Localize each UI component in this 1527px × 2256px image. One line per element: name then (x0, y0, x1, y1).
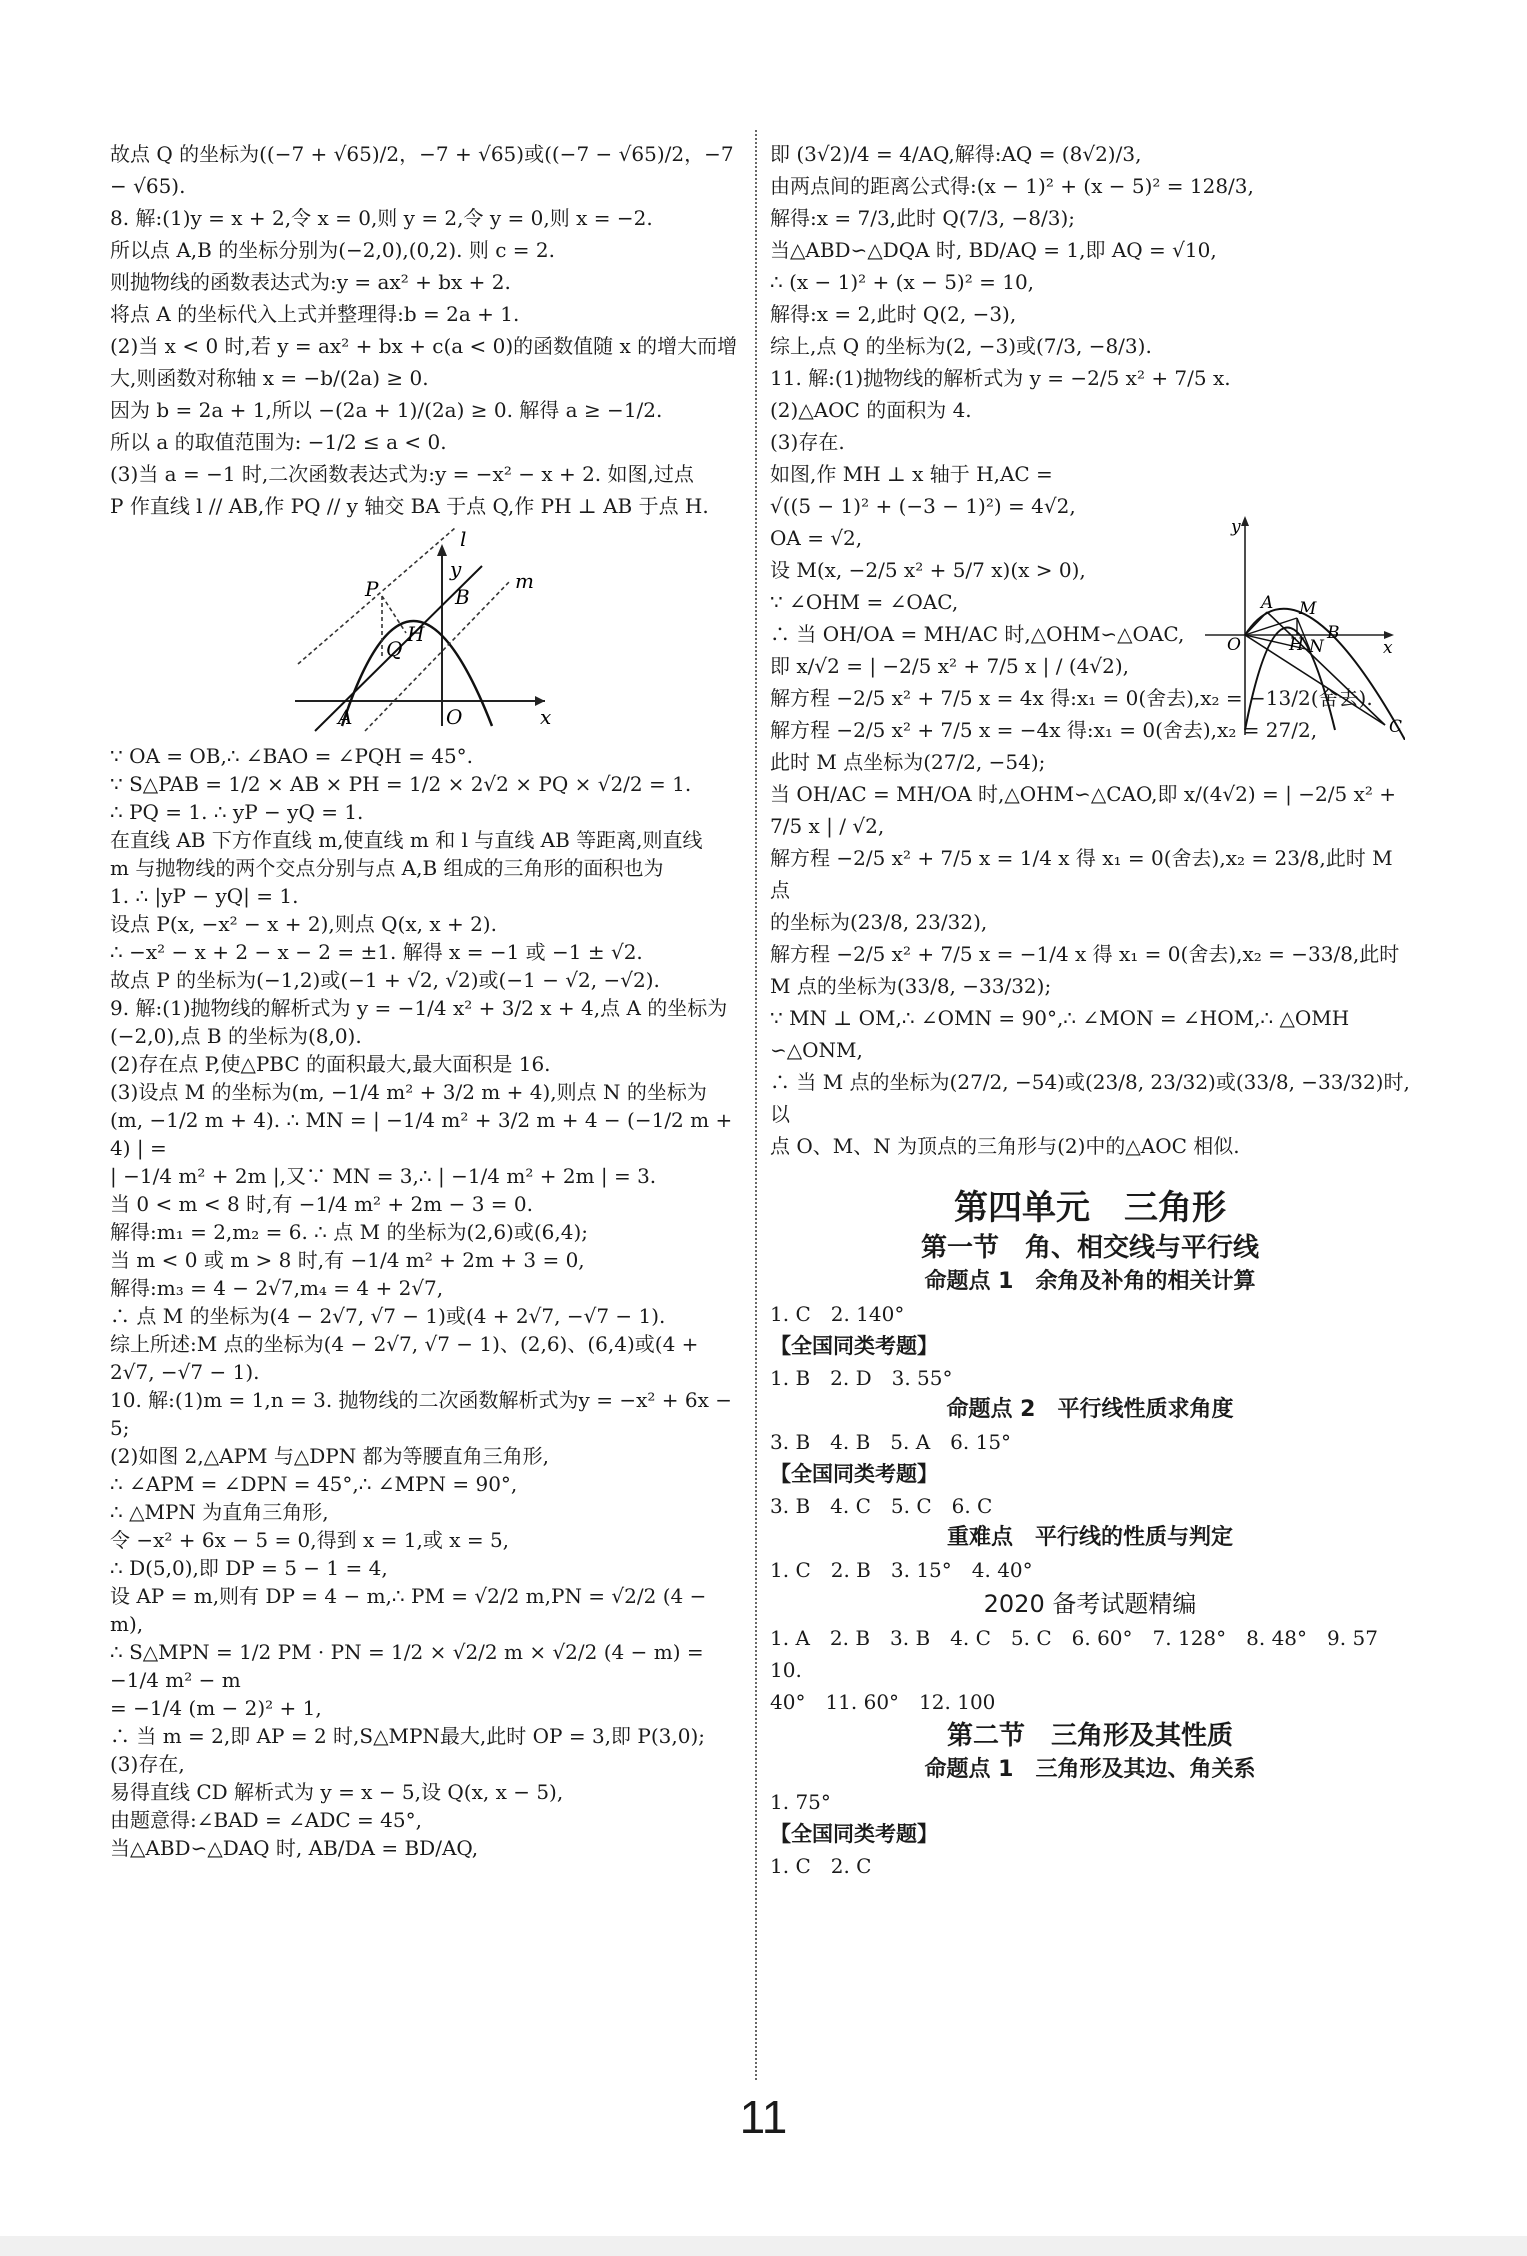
text-line: 综上,点 Q 的坐标为(2, −3)或(7/3, −8/3). (770, 334, 1152, 358)
parabola-figure-q11 (1205, 510, 1405, 740)
label-l: l (460, 527, 467, 551)
text-line: ∵ ∠OHM = ∠OAC, (770, 590, 959, 614)
text-line: 解方程 −2/5 x² + 7/5 x = −4x 得:x₁ = 0(舍去),x₂ = 27/2, (770, 718, 1318, 742)
text-line: ∴ S△MPN = 1/2 PM · PN = 1/2 × √2/2 m × √2/2 (4 − m) = −1/4 m² − m (110, 1640, 710, 1692)
text-line: 解得:m₁ = 2,m₂ = 6. ∴ 点 M 的坐标为(2,6)或(6,4); (110, 1220, 589, 1244)
label-c: C (1389, 717, 1403, 737)
text-line: 故点 P 的坐标为(−1,2)或(−1 + √2, √2)或(−1 − √2, −√2). (110, 968, 660, 992)
left-column (110, 138, 740, 1862)
parabola-graph-q8 (110, 526, 740, 736)
text-line: 解方程 −2/5 x² + 7/5 x = 4x 得:x₁ = 0(舍去),x₂ = −13/2(舍去). (770, 686, 1373, 710)
page-number: 11 (739, 2091, 788, 2143)
text-line: 故点 Q 的坐标为((−7 + √65)/2，−7 + √65)或((−7 − √65)/2，−7 − √65). (110, 142, 740, 198)
text-line: 即 (3√2)/4 = 4/AQ,解得:AQ = (8√2)/3, (770, 142, 1142, 166)
text-line: ∵ OA = OB,∴ ∠BAO = ∠PQH = 45°. (110, 744, 474, 768)
text-line: 点 O、M、N 为顶点的三角形与(2)中的△AOC 相似. (770, 1134, 1240, 1158)
text-line: √((5 − 1)² + (−3 − 1)²) = 4√2, (770, 494, 1076, 518)
text-line: ∴ △MPN 为直角三角形, (110, 1500, 329, 1524)
text-line: 由题意得:∠BAD = ∠ADC = 45°, (110, 1808, 422, 1832)
s2-topic1-answers: 1. 75° (770, 1790, 831, 1814)
text-line: 将点 A 的坐标代入上式并整理得:b = 2a + 1. (110, 302, 520, 326)
national-label-1: 【全国同类考题】 (770, 1334, 938, 1358)
label-x: x (540, 705, 552, 729)
label-a: A (338, 705, 353, 729)
text-line: 如图,作 MH ⊥ x 轴于 H,AC = (770, 462, 1053, 486)
text-line: ∴ 当 OH/OA = MH/AC 时,△OHM∽△OAC, (770, 622, 1185, 646)
text-line: 易得直线 CD 解析式为 y = x − 5,设 Q(x, x − 5), (110, 1780, 564, 1804)
label-b: B (1327, 623, 1340, 643)
left-text-block-2 (110, 742, 740, 1862)
label-b: B (455, 585, 470, 609)
text-line: (2)当 x < 0 时,若 y = ax² + bx + c(a < 0)的函数值随 x 的增大而增 (110, 334, 738, 358)
text-line: 所以点 A,B 的坐标分别为(−2,0),(0,2). 则 c = 2. (110, 238, 555, 262)
text-line: 此时 M 点坐标为(27/2, −54); (770, 750, 1046, 774)
text-line: 令 −x² + 6x − 5 = 0,得到 x = 1,或 x = 5, (110, 1528, 510, 1552)
text-line: (3)设点 M 的坐标为(m, −1/4 m² + 3/2 m + 4),则点 N 的坐标为 (110, 1080, 707, 1104)
text-line: 则抛物线的函数表达式为:y = ax² + bx + 2. (110, 270, 511, 294)
text-line: (m, −1/2 m + 4). ∴ MN = | −1/4 m² + 3/2 m + 4 − (−1/2 m + 4) | = (110, 1108, 739, 1160)
prep-answers-2: 40° 11. 60° 12. 100 (770, 1690, 996, 1714)
text-line: 解得:m₃ = 4 − 2√7,m₄ = 4 + 2√7, (110, 1276, 444, 1300)
text-line: ∵ S△PAB = 1/2 × AB × PH = 1/2 × 2√2 × PQ × √2/2 = 1. (110, 772, 692, 796)
prep-answers-1: 1. A 2. B 3. B 4. C 5. C 6. 60° 7. 128° 8. 48° 9. 57 10. (770, 1626, 1398, 1682)
key-point-answers: 1. C 2. B 3. 15° 4. 40° (770, 1558, 1033, 1582)
text-line: 当△ABD∽△DQA 时, BD/AQ = 1,即 AQ = √10, (770, 238, 1217, 262)
text-line: 因为 b = 2a + 1,所以 −(2a + 1)/(2a) ≥ 0. 解得 a ≥ −1/2. (110, 398, 663, 422)
text-line: 由两点间的距离公式得:(x − 1)² + (x − 5)² = 128/3, (770, 174, 1254, 198)
y-axis-arrow (437, 544, 447, 556)
text-line: (3)存在, (110, 1752, 185, 1776)
label-h: H (407, 622, 425, 646)
text-line: m 与抛物线的两个交点分别与点 A,B 组成的三角形的面积也为 (110, 856, 664, 880)
text-line: 1. ∴ |yP − yQ| = 1. (110, 884, 299, 908)
label-y: y (450, 557, 462, 581)
text-line: 解得:x = 2,此时 Q(2, −3), (770, 302, 1017, 326)
text-line: P 作直线 l // AB,作 PQ // y 轴交 BA 于点 Q,作 PH ⊥ AB 于点 H. (110, 494, 709, 518)
topic1-answers: 1. C 2. 140° (770, 1302, 905, 1326)
national2-answers: 3. B 4. C 5. C 6. C (770, 1494, 993, 1518)
text-line: ∴ 当 M 点的坐标为(27/2, −54)或(23/8, 23/32)或(33/8, −33/32)时,以 (770, 1070, 1410, 1126)
text-line: ∵ MN ⊥ OM,∴ ∠OMN = 90°,∴ ∠MON = ∠HOM,∴ △OMH (770, 1006, 1350, 1030)
s2-topic1-title: 命题点 1 三角形及其边、角关系 (924, 1757, 1256, 1782)
label-x: x (1383, 638, 1393, 658)
topic2-title: 命题点 2 平行线性质求角度 (946, 1397, 1234, 1422)
text-line: ∴ 点 M 的坐标为(4 − 2√7, √7 − 1)或(4 + 2√7, −√7 − 1). (110, 1304, 666, 1328)
label-m: M (1299, 599, 1317, 619)
text-line: 9. 解:(1)抛物线的解析式为 y = −1/4 x² + 3/2 x + 4,点 A 的坐标为 (110, 996, 728, 1020)
text-line: ∽△ONM, (770, 1038, 863, 1062)
label-q: Q (386, 637, 403, 661)
text-line: 在直线 AB 下方作直线 m,使直线 m 和 l 与直线 AB 等距离,则直线 (110, 828, 703, 852)
national-label-2: 【全国同类考题】 (770, 1462, 938, 1486)
text-line: (2)△AOC 的面积为 4. (770, 398, 972, 422)
label-p: P (365, 577, 379, 601)
label-h: H (1289, 635, 1304, 655)
label-n: N (1309, 637, 1324, 657)
text-line: M 点的坐标为(33/8, −33/32); (770, 974, 1052, 998)
text-line: 即 x/√2 = | −2/5 x² + 7/5 x | / (4√2), (770, 654, 1130, 678)
text-line: 设 M(x, −2/5 x² + 5/7 x)(x > 0), (770, 558, 1086, 582)
text-line: = −1/4 (m − 2)² + 1, (110, 1696, 322, 1720)
text-line: ∴ (x − 1)² + (x − 5)² = 10, (770, 270, 1035, 294)
text-line: ∴ D(5,0),即 DP = 5 − 1 = 4, (110, 1556, 388, 1580)
text-line: 大,则函数对称轴 x = −b/(2a) ≥ 0. (110, 366, 429, 390)
text-line: (−2,0),点 B 的坐标为(8,0). (110, 1024, 362, 1048)
label-o: O (446, 705, 463, 729)
column-divider (755, 130, 757, 2080)
text-line: (3)存在. (770, 430, 845, 454)
text-line: 当△ABD∽△DAQ 时, AB/DA = BD/AQ, (110, 1836, 479, 1860)
national1-answers: 1. B 2. D 3. 55° (770, 1366, 953, 1390)
key-point-title: 重难点 平行线的性质与判定 (946, 1525, 1233, 1550)
section1-title: 第一节 角、相交线与平行线 (920, 1233, 1259, 1263)
label-a: A (1261, 593, 1274, 613)
text-line: 综上所述:M 点的坐标为(4 − 2√7, √7 − 1)、(2,6)、(6,4)或(4 + (110, 1332, 699, 1356)
text-line: 8. 解:(1)y = x + 2,令 x = 0,则 y = 2,令 y = 0,则 x = −2. (110, 206, 653, 230)
text-line: 解方程 −2/5 x² + 7/5 x = 1/4 x 得 x₁ = 0(舍去),x₂ = 23/8,此时 M 点 (770, 846, 1399, 902)
text-line: ∴ 当 m = 2,即 AP = 2 时,S△MPN最大,此时 OP = 3,即 P(3,0); (110, 1724, 706, 1748)
text-line: 当 m < 0 或 m > 8 时,有 −1/4 m² + 2m + 3 = 0, (110, 1248, 585, 1272)
text-line: 解方程 −2/5 x² + 7/5 x = −1/4 x 得 x₁ = 0(舍去),x₂ = −33/8,此时 (770, 942, 1400, 966)
page-edge (0, 2236, 1527, 2256)
text-line: (3)当 a = −1 时,二次函数表达式为:y = −x² − x + 2. 如图,过点 (110, 462, 694, 486)
topic1-title: 命题点 1 余角及补角的相关计算 (924, 1269, 1256, 1294)
text-line: 的坐标为(23/8, 23/32), (770, 910, 988, 934)
label-y: y (1231, 517, 1241, 537)
text-line: 设 AP = m,则有 DP = 4 − m,∴ PM = √2/2 m,PN = √2/2 (4 − m), (110, 1584, 713, 1636)
prep-title: 2020 备考试题精编 (983, 1590, 1197, 1618)
label-m: m (515, 569, 534, 593)
text-line: (2)如图 2,△APM 与△DPN 都为等腰直角三角形, (110, 1444, 549, 1468)
label-o: O (1227, 635, 1241, 655)
text-line: ∴ −x² − x + 2 − x − 2 = ±1. 解得 x = −1 或 −1 ± √2. (110, 940, 643, 964)
text-line: 当 0 < m < 8 时,有 −1/4 m² + 2m − 3 = 0. (110, 1192, 533, 1216)
text-line: 当 OH/AC = MH/OA 时,△OHM∽△CAO,即 x/(4√2) = | −2/5 x² + 7/5 x | / √2, (770, 782, 1403, 838)
text-line: OA = √2, (770, 526, 863, 550)
text-line: ∴ ∠APM = ∠DPN = 45°,∴ ∠MPN = 90°, (110, 1472, 518, 1496)
text-line: 设点 P(x, −x² − x + 2),则点 Q(x, x + 2). (110, 912, 497, 936)
text-line: (2)存在点 P,使△PBC 的面积最大,最大面积是 16. (110, 1052, 551, 1076)
national-label-3: 【全国同类考题】 (770, 1822, 938, 1846)
left-text-block-1 (110, 138, 740, 522)
text-line: 所以 a 的取值范围为: −1/2 ≤ a < 0. (110, 430, 447, 454)
topic2-answers: 3. B 4. B 5. A 6. 15° (770, 1430, 1012, 1454)
y-axis-arrow (1241, 516, 1249, 526)
text-line: 10. 解:(1)m = 1,n = 3. 抛物线的二次函数解析式为y = −x² + 6x − 5; (110, 1388, 739, 1440)
text-line: 2√7, −√7 − 1). (110, 1360, 260, 1384)
text-line: 解得:x = 7/3,此时 Q(7/3, −8/3); (770, 206, 1075, 230)
text-line: 11. 解:(1)抛物线的解析式为 y = −2/5 x² + 7/5 x. (770, 366, 1231, 390)
parabola-graph-q11 (1205, 510, 1405, 740)
text-line: ∴ PQ = 1. ∴ yP − yQ = 1. (110, 800, 364, 824)
unit-title: 第四单元 三角形 (954, 1188, 1226, 1228)
text-line: | −1/4 m² + 2m |,又∵ MN = 3,∴ | −1/4 m² + 2m | = 3. (110, 1164, 657, 1188)
right-column (770, 138, 1410, 1882)
parabola-figure-q8 (110, 526, 740, 736)
section2-title: 第二节 三角形及其性质 (946, 1721, 1233, 1751)
national3-answers: 1. C 2. C (770, 1854, 872, 1878)
